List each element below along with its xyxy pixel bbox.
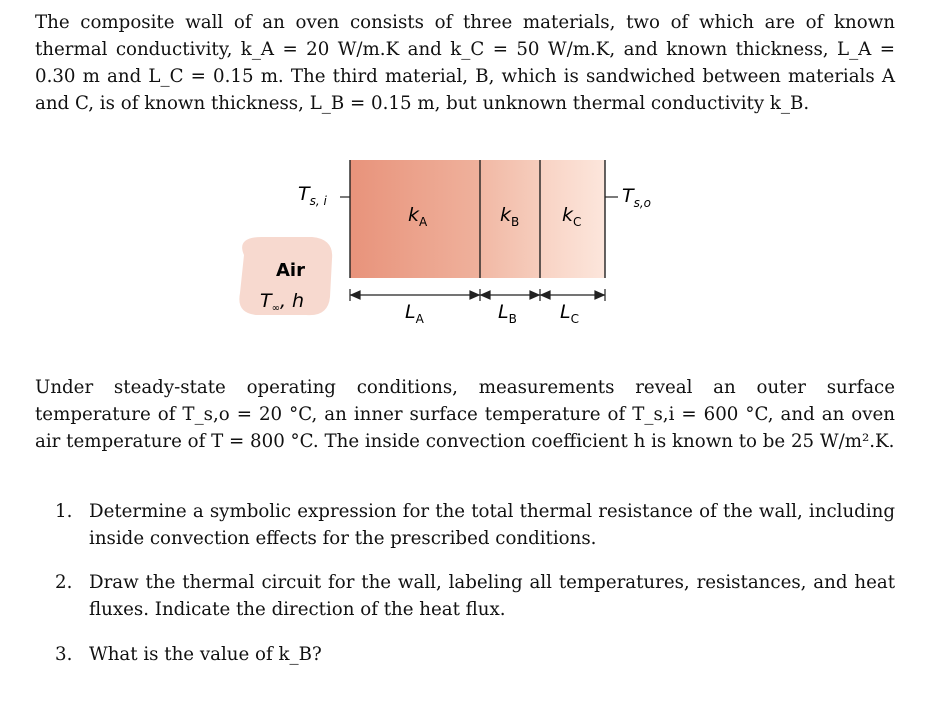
tsi-label: $T_{s, i}$ <box>298 183 327 208</box>
kb-label: $k_B$ <box>500 204 520 229</box>
lc-label: $L_C$ <box>560 301 579 326</box>
ka-label: $k_A$ <box>408 204 428 229</box>
question-text: What is the value of k_B? <box>89 644 322 665</box>
operating-conditions: Under steady-state operating conditions, measurements reveal an outer surface temperature of T_s,o = 20 °C, an inner surface temperature of T_s,i = 600 °C, and an oven air temperature of T = 800 °C. The inside convection coefficient h is known to be 25 W/m².K. <box>35 377 895 452</box>
problem-intro: The composite wall of an oven consists of three materials, two of which are of known thermal conductivity, k_A = 20 W/m.K and k_C = 50 W/m.K, and known thickness, L_A = 0.30 m and L_C = 0.15 m. The third material, B, which is sandwiched between materials A and C, is of known thickness, L_B = 0.15 m, but unknown thermal conductivity k_B. <box>35 12 895 114</box>
question-number: 1. <box>55 501 73 522</box>
question-3 <box>55 641 895 668</box>
kc-label: $k_C$ <box>562 204 582 229</box>
air-label: Air <box>276 260 305 281</box>
question-number: 2. <box>55 572 73 593</box>
thickness-dimensions <box>350 289 605 301</box>
question-number: 3. <box>55 644 73 665</box>
tso-label: $T_{s,o}$ <box>622 185 652 210</box>
question-text: Draw the thermal circuit for the wall, labeling all temperatures, resistances, and heat fluxes. Indicate the direction of the heat flux. <box>89 572 895 620</box>
composite-wall-figure <box>230 155 690 340</box>
question-text: Determine a symbolic expression for the total thermal resistance of the wall, including inside convection effects for the prescribed conditions. <box>89 501 895 549</box>
la-label: $L_A$ <box>405 301 424 326</box>
lb-label: $L_B$ <box>498 301 517 326</box>
tinf-h-label: $T_\infty$, h <box>260 290 305 314</box>
question-2 <box>55 569 895 623</box>
question-1 <box>55 498 895 552</box>
